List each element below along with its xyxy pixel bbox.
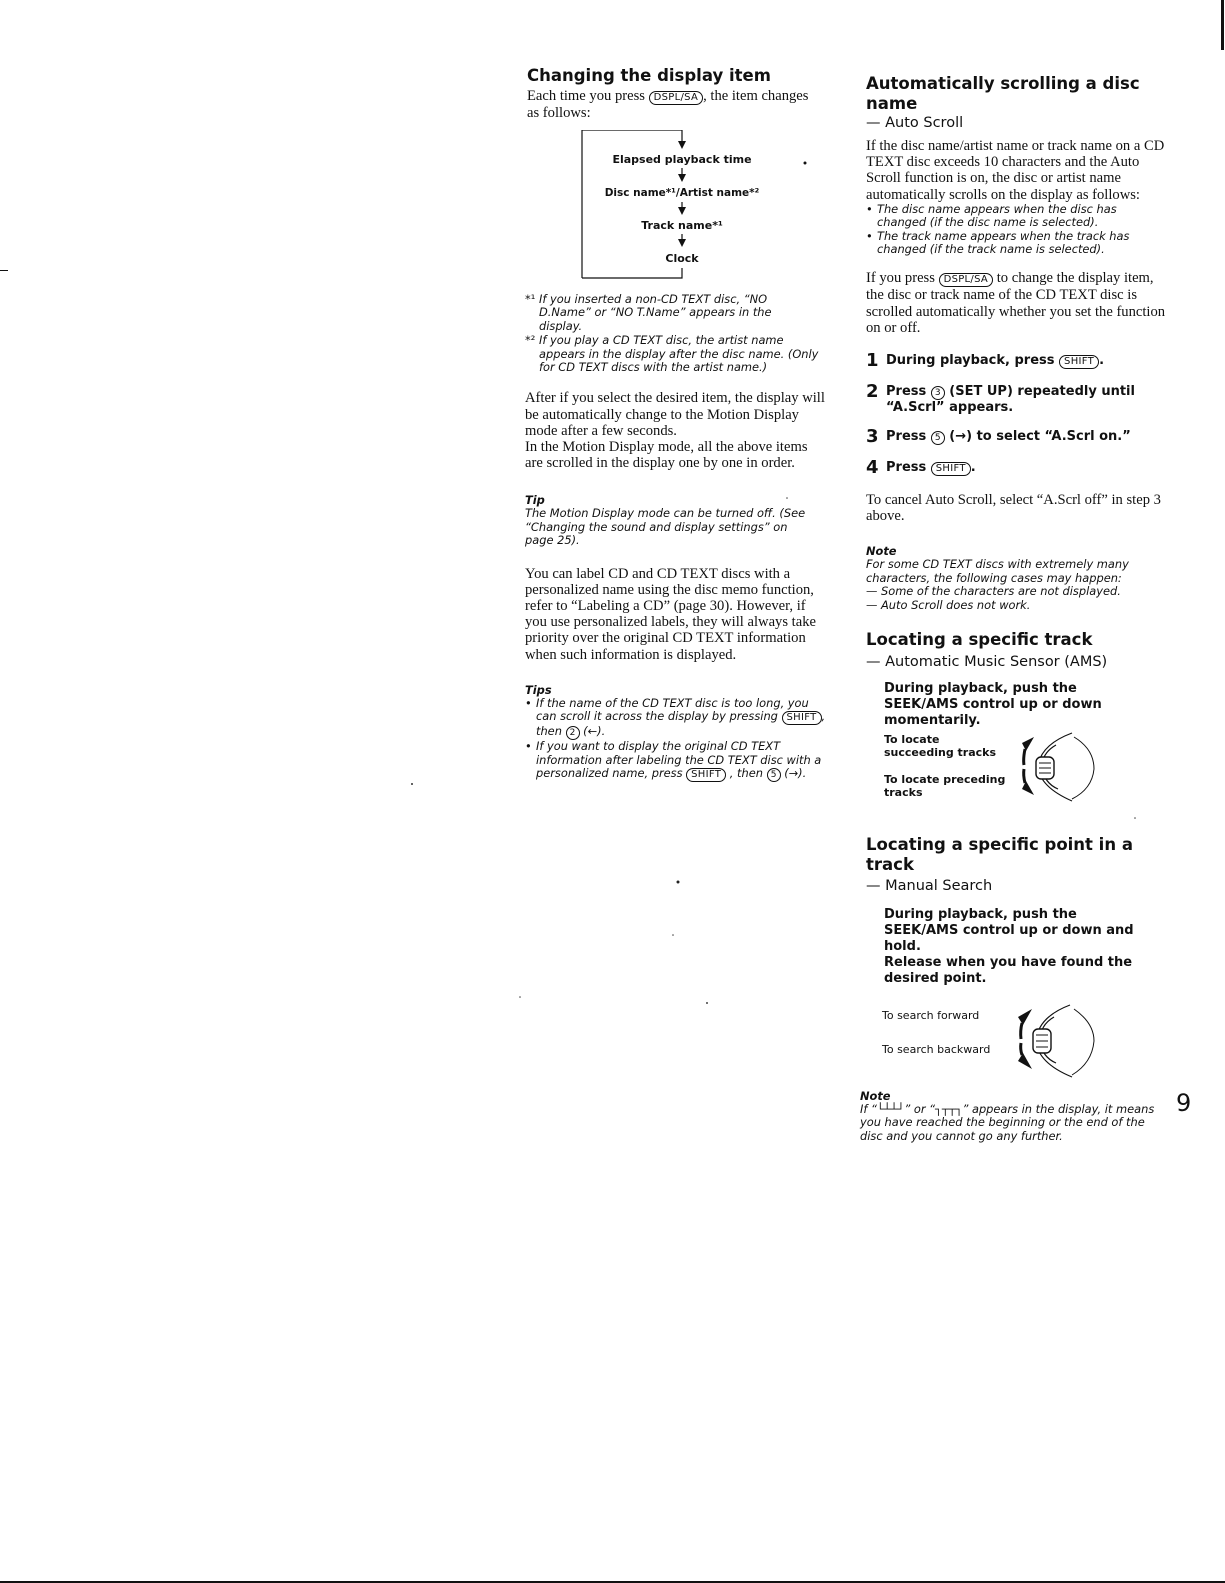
note-heading: Note	[866, 544, 897, 559]
shift-key: SHIFT	[931, 462, 971, 476]
note-line-2: — Some of the characters are not displayed.	[866, 584, 1121, 599]
label-cd-paragraph: You can label CD and CD TEXT discs with a personalized name using the disc memo function, refer to “Labeling a CD” (page 30). However, if you use personalized labels, they will always take priority over the original CD TEXT information when such information is displayed.	[525, 565, 816, 663]
manual-note-heading: Note	[860, 1089, 891, 1104]
after-select-paragraph: After if you select the desired item, the display will be automatically change to the Motion Display mode after a few seconds.	[525, 390, 825, 439]
auto-scroll-intro: If the disc name/artist name or track name on a CD TEXT disc exceeds 10 characters and the Auto Scroll function is on, the disc or artist name automatically scrolls on the display as follows:	[866, 138, 1165, 203]
ams-instruction: During playback, push the SEEK/AMS control up or down momentarily.	[884, 681, 1102, 729]
right-column	[860, 74, 1171, 1143]
subheading-manual-search: — Manual Search	[866, 878, 993, 895]
displ-sa-key: DSPL/SA	[649, 91, 704, 105]
seek-ams-control-icon	[1012, 729, 1102, 809]
subheading-ams: — Automatic Music Sensor (AMS)	[866, 654, 1108, 671]
motion-mode-paragraph: In the Motion Display mode, all the above items are scrolled in the display one by one in order.	[525, 439, 808, 472]
tip-heading: Tip	[525, 493, 545, 508]
shift-key: SHIFT	[686, 768, 726, 782]
step-4: 4 Press SHIFT .	[866, 457, 976, 479]
tips-heading: Tips	[525, 682, 552, 697]
manual-instruction-1: During playback, push the SEEK/AMS control up or down and hold.	[884, 907, 1134, 955]
auto-scroll-bullet-1: • The disc name appears when the disc has changed (if the disc name is selected).	[866, 203, 1156, 230]
manual-label-forward: To search forward	[882, 1009, 980, 1023]
subheading-auto-scroll: — Auto Scroll	[866, 115, 964, 131]
footnote-2: *² If you play a CD TEXT disc, the artist name appears in the display after the disc name. (Only for CD TEXT discs with the artist name.)	[525, 333, 819, 375]
auto-scroll-para2: If you press DSPL/SA to change the display item, the disc or track name of the CD TEXT disc is scrolled automatically whether you set the function on or off.	[866, 270, 1166, 336]
display-cycle-diagram	[560, 130, 820, 282]
right-edge-mark	[1221, 0, 1224, 50]
manual-label-backward: To search backward	[882, 1043, 991, 1057]
cancel-auto-scroll: To cancel Auto Scroll, select “A.Scrl off” in step 3 above.	[866, 492, 1161, 525]
section-heading-changing-display: Changing the display item	[527, 66, 771, 85]
step-3: 3 Press 5 (→) to select “A.Scrl on.”	[866, 426, 1131, 448]
tips-item-1: • If the name of the CD TEXT disc is too long, you can scroll it across the display by pressing SHIFT , then 2 (←).	[525, 697, 830, 740]
section-heading-locating-track: Locating a specific track	[866, 630, 1093, 650]
flow-item-clock: Clock	[665, 252, 699, 265]
tips-list	[525, 697, 830, 782]
manual-note-text: If “└┴┴┘” or “┐┬┬┐” appears in the display, it means you have reached the beginning or the end of the disc and you cannot go any further.	[860, 1102, 1155, 1143]
auto-scroll-bullet-2: • The track name appears when the track has changed (if the track name is selected).	[866, 230, 1156, 257]
manual-figure	[882, 999, 1171, 1083]
button-2-icon: 2	[566, 726, 580, 740]
manual-instruction-2: Release when you have found the desired point.	[884, 955, 1133, 987]
seek-ams-control-icon	[1010, 999, 1100, 1083]
section-heading-auto-scroll: Automatically scrolling a disc name	[866, 74, 1140, 113]
left-column-lower	[525, 293, 830, 782]
ams-figure	[884, 733, 1171, 805]
ams-label-preceding: To locate preceding tracks	[884, 773, 1006, 800]
flow-item-track-name: Track name*¹	[641, 219, 723, 232]
step-1: 1 During playback, press SHIFT .	[866, 350, 1105, 372]
flow-item-elapsed-time: Elapsed playback time	[612, 153, 752, 166]
footnote-1: *¹ If you inserted a non-CD TEXT disc, “NO D.Name” or “NO T.Name” appears in the display.	[525, 292, 772, 333]
note-line-3: — Auto Scroll does not work.	[866, 597, 1031, 612]
tips-item-2: • If you want to display the original CD TEXT information after labeling the CD TEXT disc with a personalized name, press SHIFT , then 5 (→).	[525, 740, 830, 782]
left-column	[527, 66, 832, 121]
button-3-icon: 3	[931, 386, 945, 400]
shift-key: SHIFT	[782, 711, 822, 725]
left-edge-mark	[0, 270, 8, 271]
ams-label-succeeding: To locate succeeding tracks	[884, 733, 997, 760]
section-heading-locating-point: Locating a specific point in a track	[866, 835, 1133, 875]
flow-item-disc-artist-name: Disc name*¹/Artist name*²	[604, 187, 760, 199]
shift-key: SHIFT	[1059, 355, 1099, 369]
displ-sa-key: DSPL/SA	[939, 273, 994, 287]
tip-text: The Motion Display mode can be turned off. (See “Changing the sound and display settings” on page 25).	[525, 506, 806, 548]
button-5-icon: 5	[931, 431, 945, 445]
note-line-1: For some CD TEXT discs with extremely many characters, the following cases may happen:	[866, 557, 1129, 585]
button-5-icon: 5	[767, 768, 781, 782]
page-number: 9	[1176, 1089, 1192, 1117]
step-2: 2 Press 3 (SET UP) repeatedly until “A.Scrl” appears.	[866, 381, 1135, 416]
changing-intro: Each time you press DSPL/SA , the item changes as follows:	[527, 88, 809, 121]
auto-scroll-bullets	[866, 203, 1156, 257]
